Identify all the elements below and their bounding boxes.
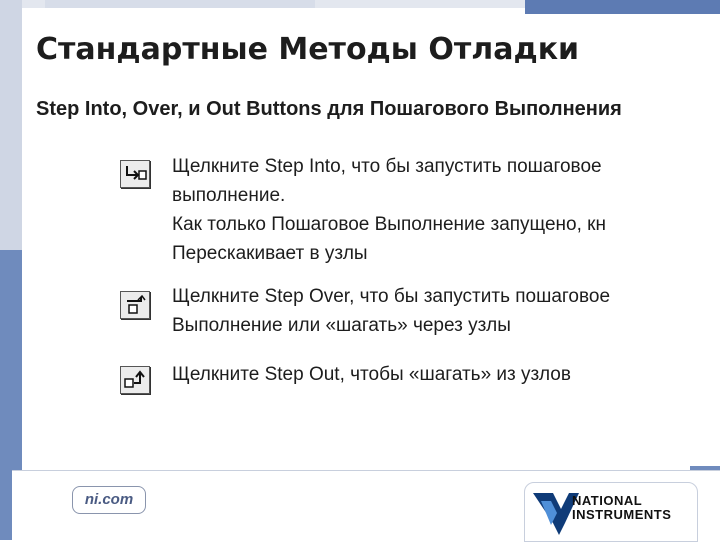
top-light-stripe bbox=[45, 0, 315, 8]
step-out-line-1-pre: Щелкните bbox=[172, 364, 265, 385]
step-out-line-1-post: , чтобы «шагать» из узлов bbox=[339, 364, 571, 385]
step-into-line-3: Как только Пошаговое Выполнение запущено, кн bbox=[172, 214, 606, 235]
logo-line-2: INSTRUMENTS bbox=[572, 507, 672, 522]
step-into-line-1-pre: Щелкните bbox=[172, 156, 265, 177]
step-over-line-1-post: , что бы запустить пошаговое bbox=[349, 286, 611, 307]
step-over-line-1-pre: Щелкните bbox=[172, 286, 265, 307]
ni-com-badge[interactable]: ni.com bbox=[72, 486, 146, 514]
slide-subtitle: Step Into, Over, и Out Buttons для Пошагового Выполнения bbox=[36, 98, 622, 120]
step-over-description bbox=[172, 282, 720, 340]
step-into-line-2: выполнение. bbox=[172, 185, 286, 206]
step-out-icon bbox=[120, 366, 150, 394]
step-into-line-1 bbox=[172, 152, 720, 181]
step-out-line-1 bbox=[172, 360, 720, 389]
step-over-line-1 bbox=[172, 282, 720, 311]
step-into-line-1-post: , что бы запустить пошаговое bbox=[340, 156, 602, 177]
slide-title: Стандартные Методы Отладки bbox=[36, 32, 580, 67]
logo-line-1: NATIONAL bbox=[572, 493, 643, 508]
step-into-icon bbox=[120, 160, 150, 188]
step-out-term: Step Out bbox=[264, 364, 340, 385]
ni-logo-text bbox=[572, 494, 671, 522]
step-into-line-4: Перескакивает в узлы bbox=[172, 243, 368, 264]
step-into-term: Step Into bbox=[264, 156, 341, 177]
step-over-icon bbox=[120, 291, 150, 319]
step-over-line-2: Выполнение или «шагать» через узлы bbox=[172, 315, 511, 336]
step-into-description bbox=[172, 152, 720, 268]
step-over-term: Step Over bbox=[264, 286, 350, 307]
step-out-description bbox=[172, 360, 720, 389]
